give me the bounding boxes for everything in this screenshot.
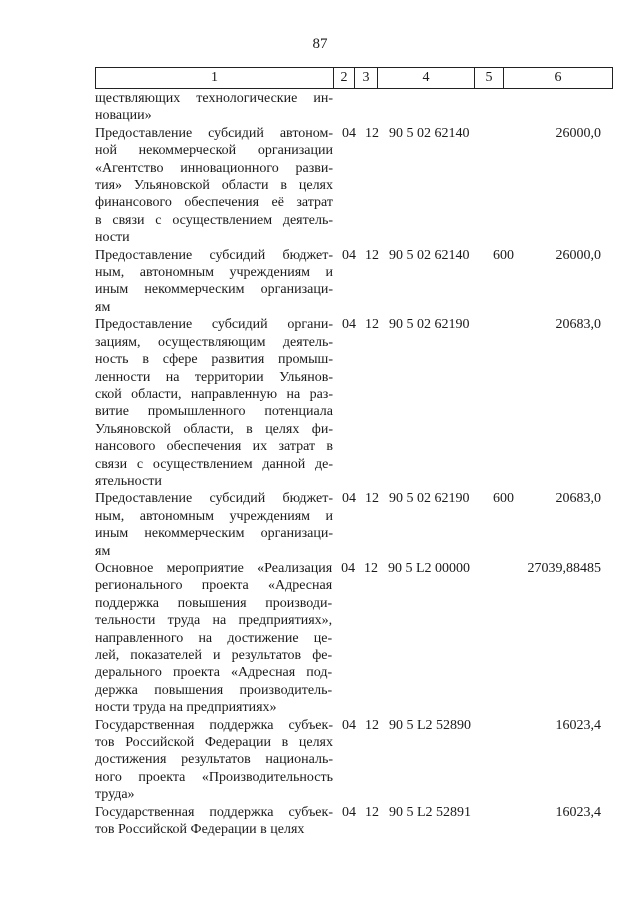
- budget-table-body: [95, 90, 615, 838]
- header-col-4: 4: [378, 68, 475, 89]
- header-col-6: 6: [504, 68, 613, 89]
- table-row: [95, 804, 615, 839]
- description-line: ного проекта «Производительность: [95, 769, 333, 785]
- description-line: ской области, направленную на раз-: [95, 386, 333, 402]
- description-line: Государственная поддержка субъек-: [95, 804, 333, 820]
- header-col-1: 1: [96, 68, 334, 89]
- description-line: ям: [95, 543, 111, 559]
- row-description: [95, 560, 332, 717]
- description-line: «Агентство инновационного разви-: [95, 160, 333, 176]
- description-line: нансового обеспечения их затрат в: [95, 439, 333, 455]
- amount: 20683,0: [555, 491, 601, 507]
- amount: 16023,4: [555, 717, 601, 733]
- target-article-code: 90 5 L2 52890: [389, 717, 472, 733]
- description-line: тельности труда на предприятиях»,: [95, 613, 333, 629]
- description-line: иным некоммерческим организаци-: [95, 526, 333, 542]
- description-line: поддержка повышения производи-: [95, 595, 333, 611]
- table-row: [95, 490, 615, 560]
- description-line: дерального проекта «Адресная под-: [95, 665, 333, 681]
- description-line: ным, автономным учреждениям и: [95, 265, 333, 281]
- table-row: [95, 247, 615, 317]
- description-line: иным некоммерческим организаци-: [95, 282, 333, 298]
- description-line: финансового обеспечения её затрат: [95, 195, 333, 211]
- row-description: [95, 247, 333, 317]
- table-row: [95, 125, 615, 247]
- description-line: ятельности: [95, 473, 162, 489]
- column-header-table: [95, 67, 613, 89]
- expense-type-code: 600: [493, 247, 514, 263]
- subsection-code: 12: [365, 247, 379, 263]
- target-article-code: 90 5 02 62190: [389, 491, 470, 507]
- table-row: [95, 316, 615, 490]
- description-line: ям: [95, 299, 111, 315]
- target-article-code: 90 5 L2 52891: [389, 804, 472, 820]
- description-line: достижения результатов националь-: [95, 752, 333, 768]
- amount: 20683,0: [555, 317, 601, 333]
- description-line: Предоставление субсидий бюджет-: [95, 247, 333, 263]
- target-article-code: 90 5 02 62140: [389, 247, 470, 263]
- target-article-code: 90 5 02 62140: [389, 125, 470, 141]
- description-line: ленности на территории Ульянов-: [95, 369, 333, 385]
- section-code: 04: [342, 491, 356, 507]
- description-line: тов Российской Федерации в целях: [95, 735, 333, 751]
- description-line: ность в сфере развития промыш-: [95, 352, 333, 368]
- amount: 26000,0: [555, 125, 601, 141]
- description-line: Предоставление субсидий органи-: [95, 317, 333, 333]
- description-line: в связи с осуществлением деятель-: [95, 212, 333, 228]
- header-col-2: 2: [334, 68, 355, 89]
- section-code: 04: [342, 125, 356, 141]
- description-line: Основное мероприятие «Реализация: [95, 560, 333, 576]
- description-line: регионального проекта «Адресная: [95, 578, 333, 594]
- description-line: труда»: [95, 787, 135, 803]
- subsection-code: 12: [364, 560, 379, 576]
- amount: 26000,0: [555, 247, 601, 263]
- description-line: витие промышленного потенциала: [95, 404, 333, 420]
- expense-type-code: 600: [493, 491, 514, 507]
- section-code: 04: [342, 247, 356, 263]
- amount: 16023,4: [555, 804, 601, 820]
- subsection-code: 12: [365, 804, 379, 820]
- page-number: 87: [312, 36, 328, 52]
- row-description: [95, 316, 333, 490]
- description-line: держка повышения производитель-: [95, 682, 333, 698]
- table-row: [95, 717, 615, 804]
- description-line: связи с осуществлением данной де-: [95, 456, 333, 472]
- row-description: [95, 804, 333, 839]
- header-col-5: 5: [475, 68, 504, 89]
- description-line: ной некоммерческой организации: [95, 143, 333, 159]
- description-line: тов Российской Федерации в целях: [95, 822, 305, 838]
- description-line: тия» Ульяновской области в целях: [95, 178, 333, 194]
- subsection-code: 12: [365, 125, 379, 141]
- section-code: 04: [342, 317, 356, 333]
- section-code: 04: [342, 717, 356, 733]
- target-article-code: 90 5 02 62190: [389, 317, 470, 333]
- description-line: Государственная поддержка субъек-: [95, 717, 333, 733]
- amount: 27039,88485: [527, 560, 601, 576]
- description-line: Предоставление субсидий автоном-: [95, 125, 333, 141]
- description-line: ности труда на предприятиях»: [95, 700, 277, 716]
- description-line: ществляющих технологические ин-: [95, 91, 333, 106]
- target-article-code: 90 5 L2 00000: [388, 560, 471, 576]
- subsection-code: 12: [365, 717, 379, 733]
- section-code: 04: [342, 804, 356, 820]
- table-row: [95, 560, 615, 717]
- description-line: ности: [95, 230, 130, 246]
- row-description: [95, 125, 333, 247]
- description-line: зациям, осуществляющим деятель-: [95, 334, 333, 350]
- description-line: направленного на достижение це-: [95, 630, 333, 646]
- description-line: ным, автономным учреждениям и: [95, 508, 333, 524]
- description-line: Предоставление субсидий бюджет-: [95, 491, 333, 507]
- subsection-code: 12: [365, 317, 379, 333]
- description-line: Ульяновской области, в целях фи-: [95, 421, 333, 437]
- row-description: [95, 717, 333, 804]
- row-description: [95, 490, 333, 560]
- description-line: лей, показателей и результатов фе-: [95, 648, 333, 663]
- header-col-3: 3: [355, 68, 378, 89]
- row-description: [95, 90, 333, 125]
- table-row: [95, 90, 615, 125]
- subsection-code: 12: [365, 491, 379, 507]
- description-line: новации»: [95, 108, 152, 124]
- section-code: 04: [341, 560, 356, 576]
